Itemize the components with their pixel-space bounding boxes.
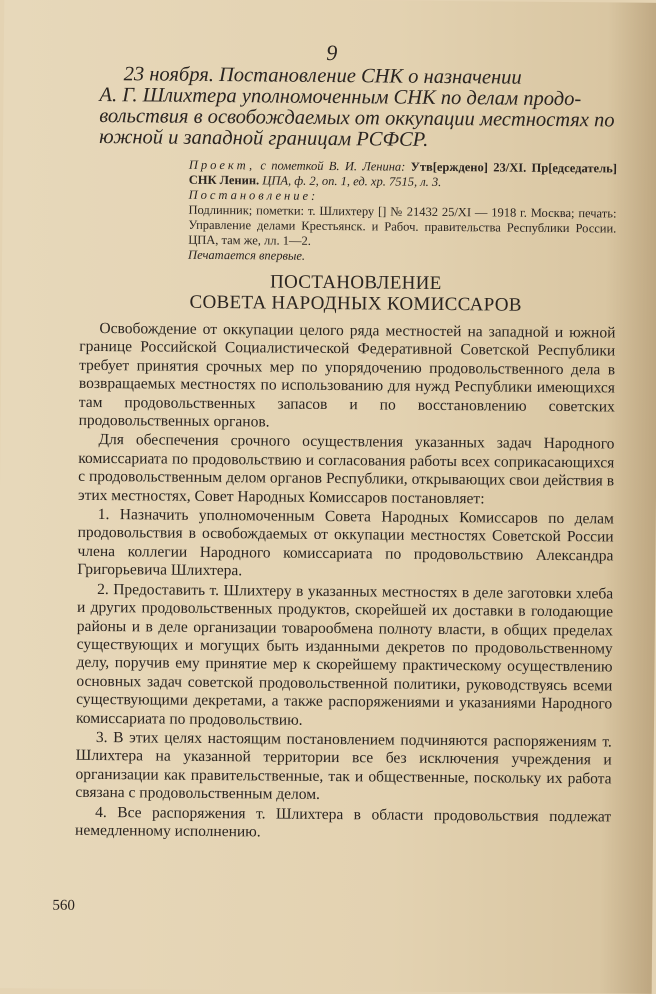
source-note-draft: Проект, с пометкой В. И. Ленина: Утв[ерждено] 23/XI. Пр[едседатель] СНК Ленин. ЦПА, ф. 2, оп. 1, ед. хр. 7515, л. 3. [188, 157, 617, 189]
title-line: 23 ноября. Постановление СНК о назначении [123, 63, 522, 89]
page-number-bottom: 560 [52, 897, 75, 914]
resolution-heading [98, 270, 614, 317]
body-paragraph: 2. Предоставить т. Шлихтеру в указанных местностях в деле заготовки хлеба и других продовольственных продуктов, скорейшей их доставки в голодающие районы и в деле организации товарообмена полноту власти, в общих пределах существующих и могущих быть изданными декретов по продовольственному делу, поручив ему принятие мер к скорейшему практическому осуществлению основных задач советской продовольственной политики, руководствуясь всеми существующими декретами, а также распоряжениями и указаниями Народного комиссариата по продовольствию. [75, 580, 614, 729]
body-paragraph: Освобождение от оккупации целого ряда местностей на западной и южной границе Российской Социалистической Федеративной Советской Республики требует принятия срочных мер по упорядочению продовольственного дела в возвращаемых местностях по использованию для нужд Республики имеющихся там продовольственных запасов и по восстановлению советских продовольственных органов. [78, 319, 616, 431]
title-line: вольствия в освобождаемых от оккупации местностях по [99, 104, 615, 132]
resolution-body [75, 320, 616, 846]
document-title [99, 64, 620, 153]
body-paragraph: 4. Все распоряжения т. Шлихтера в области продовольствия подлежат немедленному исполнению. [74, 803, 612, 841]
source-note-original: Подлинник; пометки: т. Шлихтеру [] № 21432 25/XI — 1918 г. Москва; печать: Управление делами Крестьянск. и Рабоч. правительства Республики России. ЦПА, там же, лл. 1—2. [188, 202, 617, 248]
page-number-top: 9 [326, 39, 338, 66]
heading-line-2: СОВЕТА НАРОДНЫХ КОМИССАРОВ [189, 291, 522, 316]
body-paragraph: 1. Назначить уполномоченным Совета Народных Комиссаров по делам продовольствия в освобождаемых от оккупации местностях Советской России члена коллегии Народного комиссариата по продовольствию Александра Григорьевича Шлихтера. [77, 506, 614, 580]
heading-line-1: ПОСТАНОВЛЕНИЕ [269, 271, 442, 294]
source-note-first-print: Печатается впервые. [188, 247, 306, 263]
body-paragraph: Для обеспечения срочного осуществления указанных задач Народного комиссариата по продовольствию и согласования работы всех соприкасающихся с продовольственным делом органов Республики, открывающих свои действия в этих местностях, Совет Народных Комиссаров постановляет: [77, 431, 615, 508]
source-notes [160, 158, 617, 267]
title-line: южной и западной границам РСФСР. [99, 125, 429, 151]
body-paragraph: 3. В этих целях настоящим постановлением подчиняются распоряжениям т. Шлихтера на указанной территории все без исключения учреждения и организации как правительственные, так и общественные, поскольку их работа связана с продовольственным делом. [75, 728, 612, 804]
title-line: А. Г. Шлихтера уполномоченным СНК по делам продо- [99, 83, 582, 111]
source-note-resolution: Постановление: [188, 187, 319, 203]
